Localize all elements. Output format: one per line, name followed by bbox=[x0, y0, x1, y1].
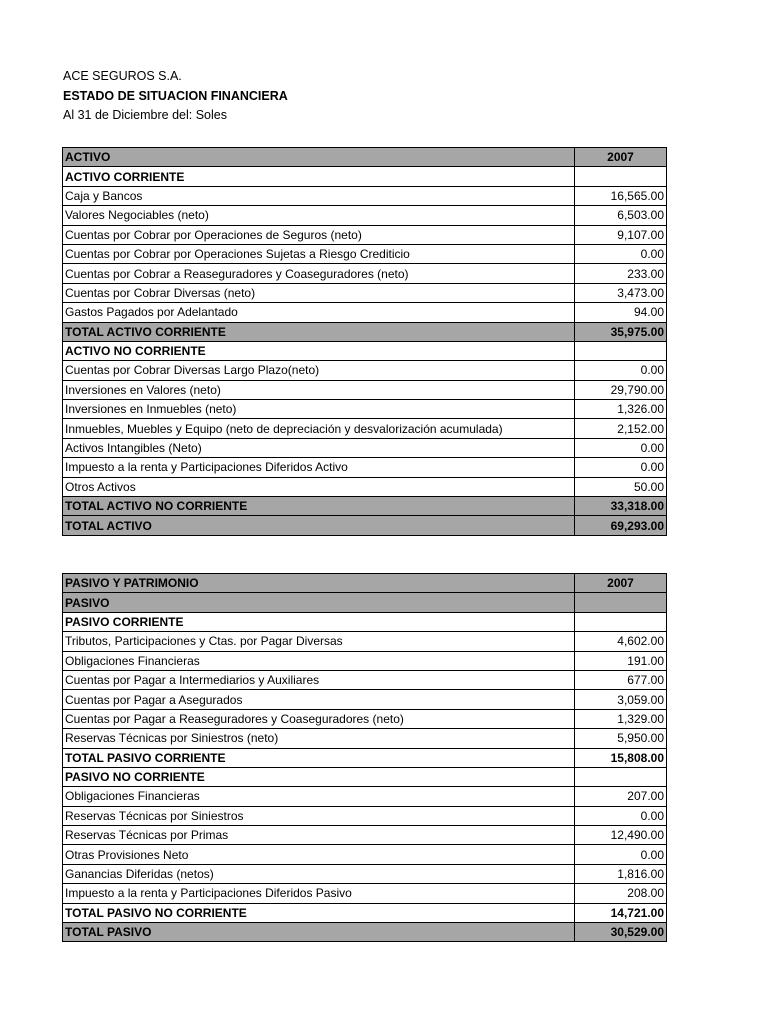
row-value-cell[interactable]: 0.00 bbox=[575, 806, 667, 825]
row-value-cell[interactable]: 2,152.00 bbox=[575, 419, 667, 438]
row-label-cell[interactable]: Inversiones en Valores (neto) bbox=[63, 380, 575, 399]
activo-table-row bbox=[63, 322, 667, 341]
row-label-cell[interactable]: ACTIVO CORRIENTE bbox=[63, 167, 575, 186]
row-label-cell[interactable]: Ganancias Diferidas (netos) bbox=[63, 864, 575, 883]
activo-table-row bbox=[63, 458, 667, 477]
row-value-cell[interactable] bbox=[575, 167, 667, 186]
activo-table-row bbox=[63, 477, 667, 496]
row-value-cell[interactable] bbox=[575, 341, 667, 360]
row-label-cell[interactable]: Impuesto a la renta y Participaciones Diferidos Activo bbox=[63, 458, 575, 477]
activo-header-year[interactable]: 2007 bbox=[575, 148, 667, 167]
row-value-cell[interactable] bbox=[575, 767, 667, 786]
activo-table-row bbox=[63, 283, 667, 302]
report-subtitle: Al 31 de Diciembre del: Soles bbox=[63, 108, 227, 122]
row-value-cell[interactable]: 16,565.00 bbox=[575, 186, 667, 205]
pasivo-table-row bbox=[63, 864, 667, 883]
row-label-cell[interactable]: Cuentas por Pagar a Reaseguradores y Coaseguradores (neto) bbox=[63, 709, 575, 728]
row-value-cell[interactable]: 15,808.00 bbox=[575, 748, 667, 767]
pasivo-table-row bbox=[63, 787, 667, 806]
row-value-cell[interactable]: 677.00 bbox=[575, 670, 667, 689]
activo-table-row bbox=[63, 244, 667, 263]
activo-table-row bbox=[63, 341, 667, 360]
row-value-cell[interactable]: 4,602.00 bbox=[575, 632, 667, 651]
row-label-cell[interactable]: TOTAL PASIVO NO CORRIENTE bbox=[63, 903, 575, 922]
activo-table-row bbox=[63, 264, 667, 283]
row-value-cell[interactable]: 1,329.00 bbox=[575, 709, 667, 728]
pasivo-table-row bbox=[63, 845, 667, 864]
row-label-cell[interactable]: Obligaciones Financieras bbox=[63, 651, 575, 670]
row-label-cell[interactable]: Impuesto a la renta y Participaciones Diferidos Pasivo bbox=[63, 884, 575, 903]
row-value-cell[interactable]: 5,950.00 bbox=[575, 729, 667, 748]
pasivo-table bbox=[62, 573, 667, 942]
activo-table-row bbox=[63, 361, 667, 380]
pasivo-header-year[interactable]: 2007 bbox=[575, 574, 667, 593]
activo-table-row bbox=[63, 438, 667, 457]
row-value-cell[interactable]: 0.00 bbox=[575, 845, 667, 864]
row-value-cell[interactable]: 94.00 bbox=[575, 303, 667, 322]
row-value-cell[interactable]: 0.00 bbox=[575, 438, 667, 457]
row-value-cell[interactable]: 29,790.00 bbox=[575, 380, 667, 399]
activo-table-row bbox=[63, 380, 667, 399]
row-label-cell[interactable]: Cuentas por Cobrar Diversas (neto) bbox=[63, 283, 575, 302]
row-value-cell[interactable]: 6,503.00 bbox=[575, 206, 667, 225]
pasivo-table-row bbox=[63, 729, 667, 748]
report-title: ESTADO DE SITUACION FINANCIERA bbox=[63, 88, 288, 103]
row-value-cell[interactable]: 1,326.00 bbox=[575, 400, 667, 419]
row-label-cell[interactable]: Otras Provisiones Neto bbox=[63, 845, 575, 864]
pasivo-table-row bbox=[63, 651, 667, 670]
pasivo-table-row bbox=[63, 806, 667, 825]
row-label-cell[interactable]: Reservas Técnicas por Siniestros (neto) bbox=[63, 729, 575, 748]
row-value-cell[interactable]: 14,721.00 bbox=[575, 903, 667, 922]
row-label-cell[interactable]: PASIVO NO CORRIENTE bbox=[63, 767, 575, 786]
row-value-cell[interactable]: 35,975.00 bbox=[575, 322, 667, 341]
pasivo-table-row bbox=[63, 709, 667, 728]
company-name: ACE SEGUROS S.A. bbox=[63, 69, 182, 83]
row-label-cell[interactable]: Tributos, Participaciones y Ctas. por Pagar Diversas bbox=[63, 632, 575, 651]
report-header bbox=[63, 67, 288, 126]
activo-table-row bbox=[63, 516, 667, 535]
row-value-cell[interactable]: 0.00 bbox=[575, 458, 667, 477]
row-value-cell[interactable]: 3,473.00 bbox=[575, 283, 667, 302]
row-label-cell[interactable]: Reservas Técnicas por Primas bbox=[63, 826, 575, 845]
row-value-cell[interactable]: 9,107.00 bbox=[575, 225, 667, 244]
row-label-cell[interactable]: TOTAL PASIVO bbox=[63, 923, 575, 942]
activo-table bbox=[62, 147, 667, 536]
row-label-cell[interactable]: Cuentas por Cobrar por Operaciones de Seguros (neto) bbox=[63, 225, 575, 244]
row-value-cell[interactable]: 33,318.00 bbox=[575, 497, 667, 516]
pasivo-table-row bbox=[63, 884, 667, 903]
row-label-cell[interactable]: Inmuebles, Muebles y Equipo (neto de depreciación y desvalorización acumulada) bbox=[63, 419, 575, 438]
row-label-cell[interactable]: Cuentas por Pagar a Asegurados bbox=[63, 690, 575, 709]
row-value-cell[interactable]: 0.00 bbox=[575, 361, 667, 380]
row-label-cell[interactable]: PASIVO bbox=[63, 593, 575, 612]
row-value-cell[interactable]: 191.00 bbox=[575, 651, 667, 670]
row-value-cell[interactable]: 3,059.00 bbox=[575, 690, 667, 709]
row-value-cell[interactable]: 30,529.00 bbox=[575, 923, 667, 942]
row-value-cell[interactable]: 208.00 bbox=[575, 884, 667, 903]
pasivo-table-row bbox=[63, 903, 667, 922]
pasivo-table-row bbox=[63, 767, 667, 786]
row-label-cell[interactable]: Inversiones en Inmuebles (neto) bbox=[63, 400, 575, 419]
activo-table-row bbox=[63, 400, 667, 419]
row-value-cell[interactable]: 207.00 bbox=[575, 787, 667, 806]
row-value-cell[interactable] bbox=[575, 612, 667, 631]
activo-table-row bbox=[63, 167, 667, 186]
row-label-cell[interactable]: Gastos Pagados por Adelantado bbox=[63, 303, 575, 322]
pasivo-table-row bbox=[63, 612, 667, 631]
row-label-cell[interactable]: Cuentas por Cobrar por Operaciones Sujetas a Riesgo Crediticio bbox=[63, 244, 575, 263]
row-value-cell[interactable]: 69,293.00 bbox=[575, 516, 667, 535]
activo-table-row bbox=[63, 497, 667, 516]
pasivo-table-row bbox=[63, 748, 667, 767]
row-label-cell[interactable]: Cuentas por Cobrar Diversas Largo Plazo(neto) bbox=[63, 361, 575, 380]
activo-table-row bbox=[63, 419, 667, 438]
pasivo-table-row bbox=[63, 826, 667, 845]
row-value-cell[interactable]: 233.00 bbox=[575, 264, 667, 283]
row-label-cell[interactable]: Caja y Bancos bbox=[63, 186, 575, 205]
pasivo-header-row bbox=[63, 574, 667, 593]
activo-header-label[interactable]: ACTIVO bbox=[63, 148, 575, 167]
row-label-cell[interactable]: Reservas Técnicas por Siniestros bbox=[63, 806, 575, 825]
row-label-cell[interactable]: Cuentas por Pagar a Intermediarios y Auxiliares bbox=[63, 670, 575, 689]
row-value-cell[interactable] bbox=[575, 593, 667, 612]
row-label-cell[interactable]: Valores Negociables (neto) bbox=[63, 206, 575, 225]
row-value-cell[interactable]: 0.00 bbox=[575, 244, 667, 263]
row-label-cell[interactable]: Otros Activos bbox=[63, 477, 575, 496]
row-label-cell[interactable]: ACTIVO NO CORRIENTE bbox=[63, 341, 575, 360]
row-label-cell[interactable]: TOTAL ACTIVO NO CORRIENTE bbox=[63, 497, 575, 516]
activo-header-row bbox=[63, 148, 667, 167]
row-label-cell[interactable]: Cuentas por Cobrar a Reaseguradores y Coaseguradores (neto) bbox=[63, 264, 575, 283]
pasivo-table-row bbox=[63, 670, 667, 689]
row-label-cell[interactable]: PASIVO CORRIENTE bbox=[63, 612, 575, 631]
row-label-cell[interactable]: TOTAL ACTIVO bbox=[63, 516, 575, 535]
row-value-cell[interactable]: 50.00 bbox=[575, 477, 667, 496]
activo-table-row bbox=[63, 303, 667, 322]
pasivo-table-row bbox=[63, 632, 667, 651]
pasivo-header-label[interactable]: PASIVO Y PATRIMONIO bbox=[63, 574, 575, 593]
row-value-cell[interactable]: 12,490.00 bbox=[575, 826, 667, 845]
row-value-cell[interactable]: 1,816.00 bbox=[575, 864, 667, 883]
row-label-cell[interactable]: Activos Intangibles (Neto) bbox=[63, 438, 575, 457]
activo-table-row bbox=[63, 186, 667, 205]
activo-table-row bbox=[63, 206, 667, 225]
pasivo-table-row bbox=[63, 690, 667, 709]
row-label-cell[interactable]: TOTAL PASIVO CORRIENTE bbox=[63, 748, 575, 767]
pasivo-table-row bbox=[63, 923, 667, 942]
row-label-cell[interactable]: Obligaciones Financieras bbox=[63, 787, 575, 806]
pasivo-table-row bbox=[63, 593, 667, 612]
activo-table-row bbox=[63, 225, 667, 244]
row-label-cell[interactable]: TOTAL ACTIVO CORRIENTE bbox=[63, 322, 575, 341]
